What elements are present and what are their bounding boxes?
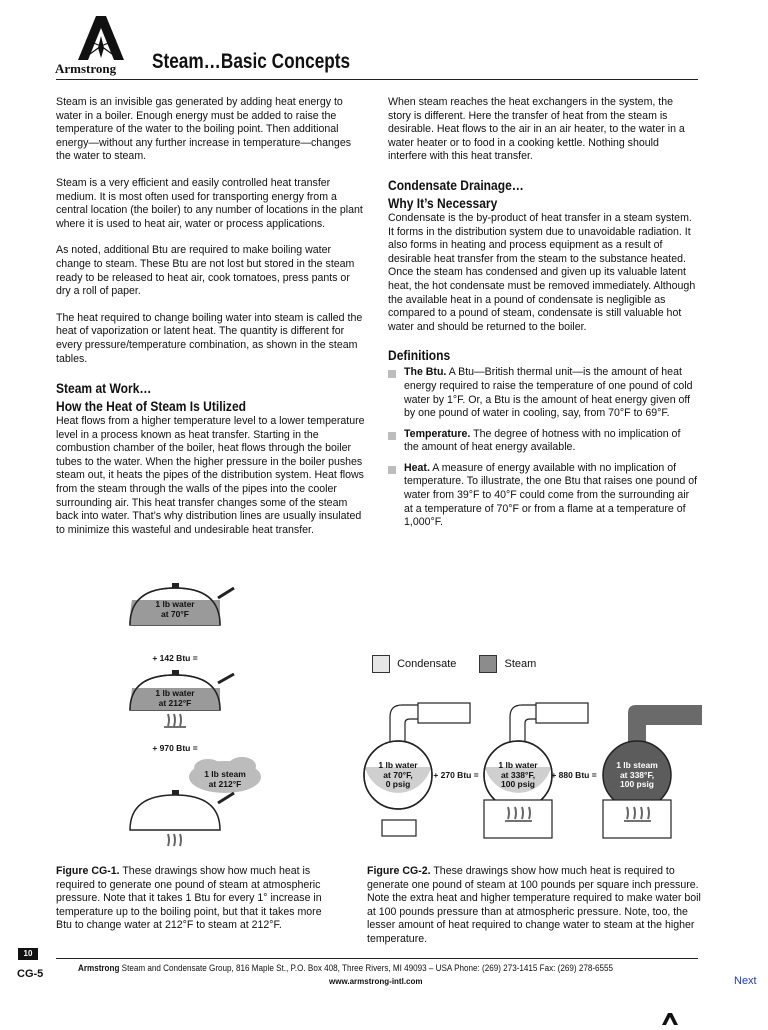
footer-address (78, 963, 613, 973)
heading-definitions: Definitions (388, 347, 451, 364)
footer-address-text: Steam and Condensate Group, 816 Maple St., P.O. Box 408, Three Rivers, MI 49093 – USA Phone: (269) 273-1415 Fax: (269) 278-6555 (119, 963, 614, 973)
figure-cg2 (360, 695, 705, 845)
heading-why-necessary: Why It’s Necessary (388, 194, 498, 211)
definition-text: The degree of hotness with no implication of the amount of heat energy available. (404, 427, 681, 454)
definition-text: A Btu—British thermal unit—is the amount of heat energy required to raise the temperature of one pound of cold water by 1°F. Or, a Btu is the amount of heat energy given off by one pound of water in cooling, say, from 70°F to 69°F. (404, 366, 693, 420)
fig2-add-270: + 270 Btu = (433, 770, 479, 780)
heading-heat-utilized: How the Heat of Steam Is Utilized (56, 398, 247, 415)
bullet-square-icon (388, 370, 396, 378)
footer-rule (56, 958, 698, 959)
legend-condensate: Condensate (397, 657, 457, 670)
definition-temperature (388, 428, 698, 455)
fig2-vessel1-label: 1 lb water at 70°F, 0 psig (378, 760, 418, 789)
heading-condensate-drainage: Condensate Drainage… (388, 176, 524, 193)
left-paragraph-1: Steam is an invisible gas generated by adding heat energy to water in a boiler. Enough energy must be added to raise the temperature of the water to the boiling point. Then additional energy—without any further increase in temperature—changes the water to steam. (56, 96, 352, 163)
definition-text: A measure of energy available with no implication of temperature. To illustrate, the one Btu that raises one pound of water from 39°F to 40°F could come from the surrounding air at a temperature of 70°F or from a flame at a temperature of 1,000°F. (404, 461, 698, 529)
definition-heat (388, 462, 698, 530)
definition-term: Temperature. (404, 427, 471, 440)
caption-text: These drawings show how much heat is required to generate one pound of steam at 100 pounds per square inch pressure. Note the extra heat and higher temperature required to make water boil at 100 pounds pressure than at atmospheric pressure. Note, too, the lesser amount of heat required to change water to steam at the higher temperature. (367, 865, 701, 945)
left-column (56, 96, 366, 537)
fig1-add-970: + 970 Btu = (152, 743, 198, 753)
left-paragraph-3: As noted, additional Btu are required to make boiling water change to steam. These Btu are not lost but stored in the steam ready to be released to heat air, cook tomatoes, press pants or dry a roll of paper. (56, 244, 355, 298)
footer-company: Armstrong (78, 963, 120, 973)
armstrong-logo-small (660, 1012, 680, 1024)
page-code: CG-5 (17, 968, 44, 980)
bullet-square-icon (388, 432, 396, 440)
right-paragraph-2: Condensate is the by-product of heat transfer in a steam system. It forms in the distribution system due to unavoidable radiation. It also forms in heating and process equipment as a result of desirable heat transfer from the steam to the substance heated. Once the steam has condensed and given up its valuable latent heat, the hot condensate must be removed immediately. Although the available heat in a pound of condensate is negligible as compared to a pound of steam, condensate is still valuable hot water and should be returned to the boiler. (388, 211, 696, 333)
brand-name: Armstrong (55, 61, 117, 76)
figure-cg1-caption (56, 865, 326, 933)
left-paragraph-5: Heat flows from a higher temperature level to a lower temperature level in a process known as heat transfer. Starting in the combustion chamber of the boiler, heat flows through the boiler tubes to the water. When the higher pressure in the boiler pushes steam out, it heats the pipes of the distribution system. Heat flows from the steam through the walls of the pipes into the cooler surrounding air. This heat transfer changes some of the steam back into water. That’s why distribution lines are usually insulated to minimize this wasteful and undesirable heat transfer. (56, 415, 365, 536)
fig1-add-142: + 142 Btu = (152, 653, 198, 663)
fig1-kettle1-label: 1 lb water at 70°F (155, 599, 195, 619)
definition-term: Heat. (404, 461, 430, 474)
fig2-vessel3-label: 1 lb steam at 338°F, 100 psig (616, 760, 658, 789)
right-column (388, 96, 698, 530)
next-link[interactable]: Next (734, 975, 757, 987)
fig1-steam-label: 1 lb steam at 212°F (204, 769, 246, 789)
page-number-badge (18, 948, 38, 960)
footer-url[interactable]: www.armstrong-intl.com (329, 977, 423, 986)
fig2-vessel2-label: 1 lb water at 338°F, 100 psig (498, 760, 538, 789)
page-title: Steam…Basic Concepts (152, 50, 351, 73)
legend-condensate-swatch (372, 655, 390, 673)
left-paragraph-4: The heat required to change boiling water into steam is called the heat of vaporization or latent heat. The quantity is different for every pressure/temperature combination, as shown in the steam tables. (56, 311, 363, 365)
right-paragraph-1: When steam reaches the heat exchangers in the system, the story is different. Here the transfer of heat from the steam is desirable. Heat flows to the air in an air heater, to the water in a water heater or to food in a cooking kettle. Nothing should interfere with this heat transfer. (388, 96, 685, 163)
fig1-kettle2-label: 1 lb water at 212°F (155, 688, 195, 708)
legend-steam: Steam (504, 657, 537, 670)
fig2-add-880: + 880 Btu = (551, 770, 597, 780)
left-paragraph-2: Steam is a very efficient and easily controlled heat transfer medium. It is most often used for transporting energy from a central location (the boiler) to any number of locations in the plant where it is used to heat air, water or process applications. (56, 176, 363, 230)
legend-steam-swatch (479, 655, 497, 673)
caption-text: These drawings show how much heat is required to generate one pound of steam at atmospheric pressure. Note that it takes 1 Btu for every 1° increase in temperature up to the boiling point, but that it takes more Btu to change water at 212°F to steam at 212°F. (56, 865, 322, 932)
caption-label: Figure CG-1. (56, 865, 120, 877)
definition-term: The Btu. (404, 366, 447, 379)
definition-btu (388, 366, 698, 420)
page-number: 10 (23, 949, 33, 958)
bullet-square-icon (388, 466, 396, 474)
figure-cg2-legend (372, 655, 552, 673)
figure-cg2-caption (367, 865, 702, 947)
figure-cg1 (110, 580, 280, 850)
caption-label: Figure CG-2. (367, 865, 431, 877)
header-rule (56, 79, 698, 80)
heading-steam-at-work: Steam at Work… (56, 380, 152, 397)
